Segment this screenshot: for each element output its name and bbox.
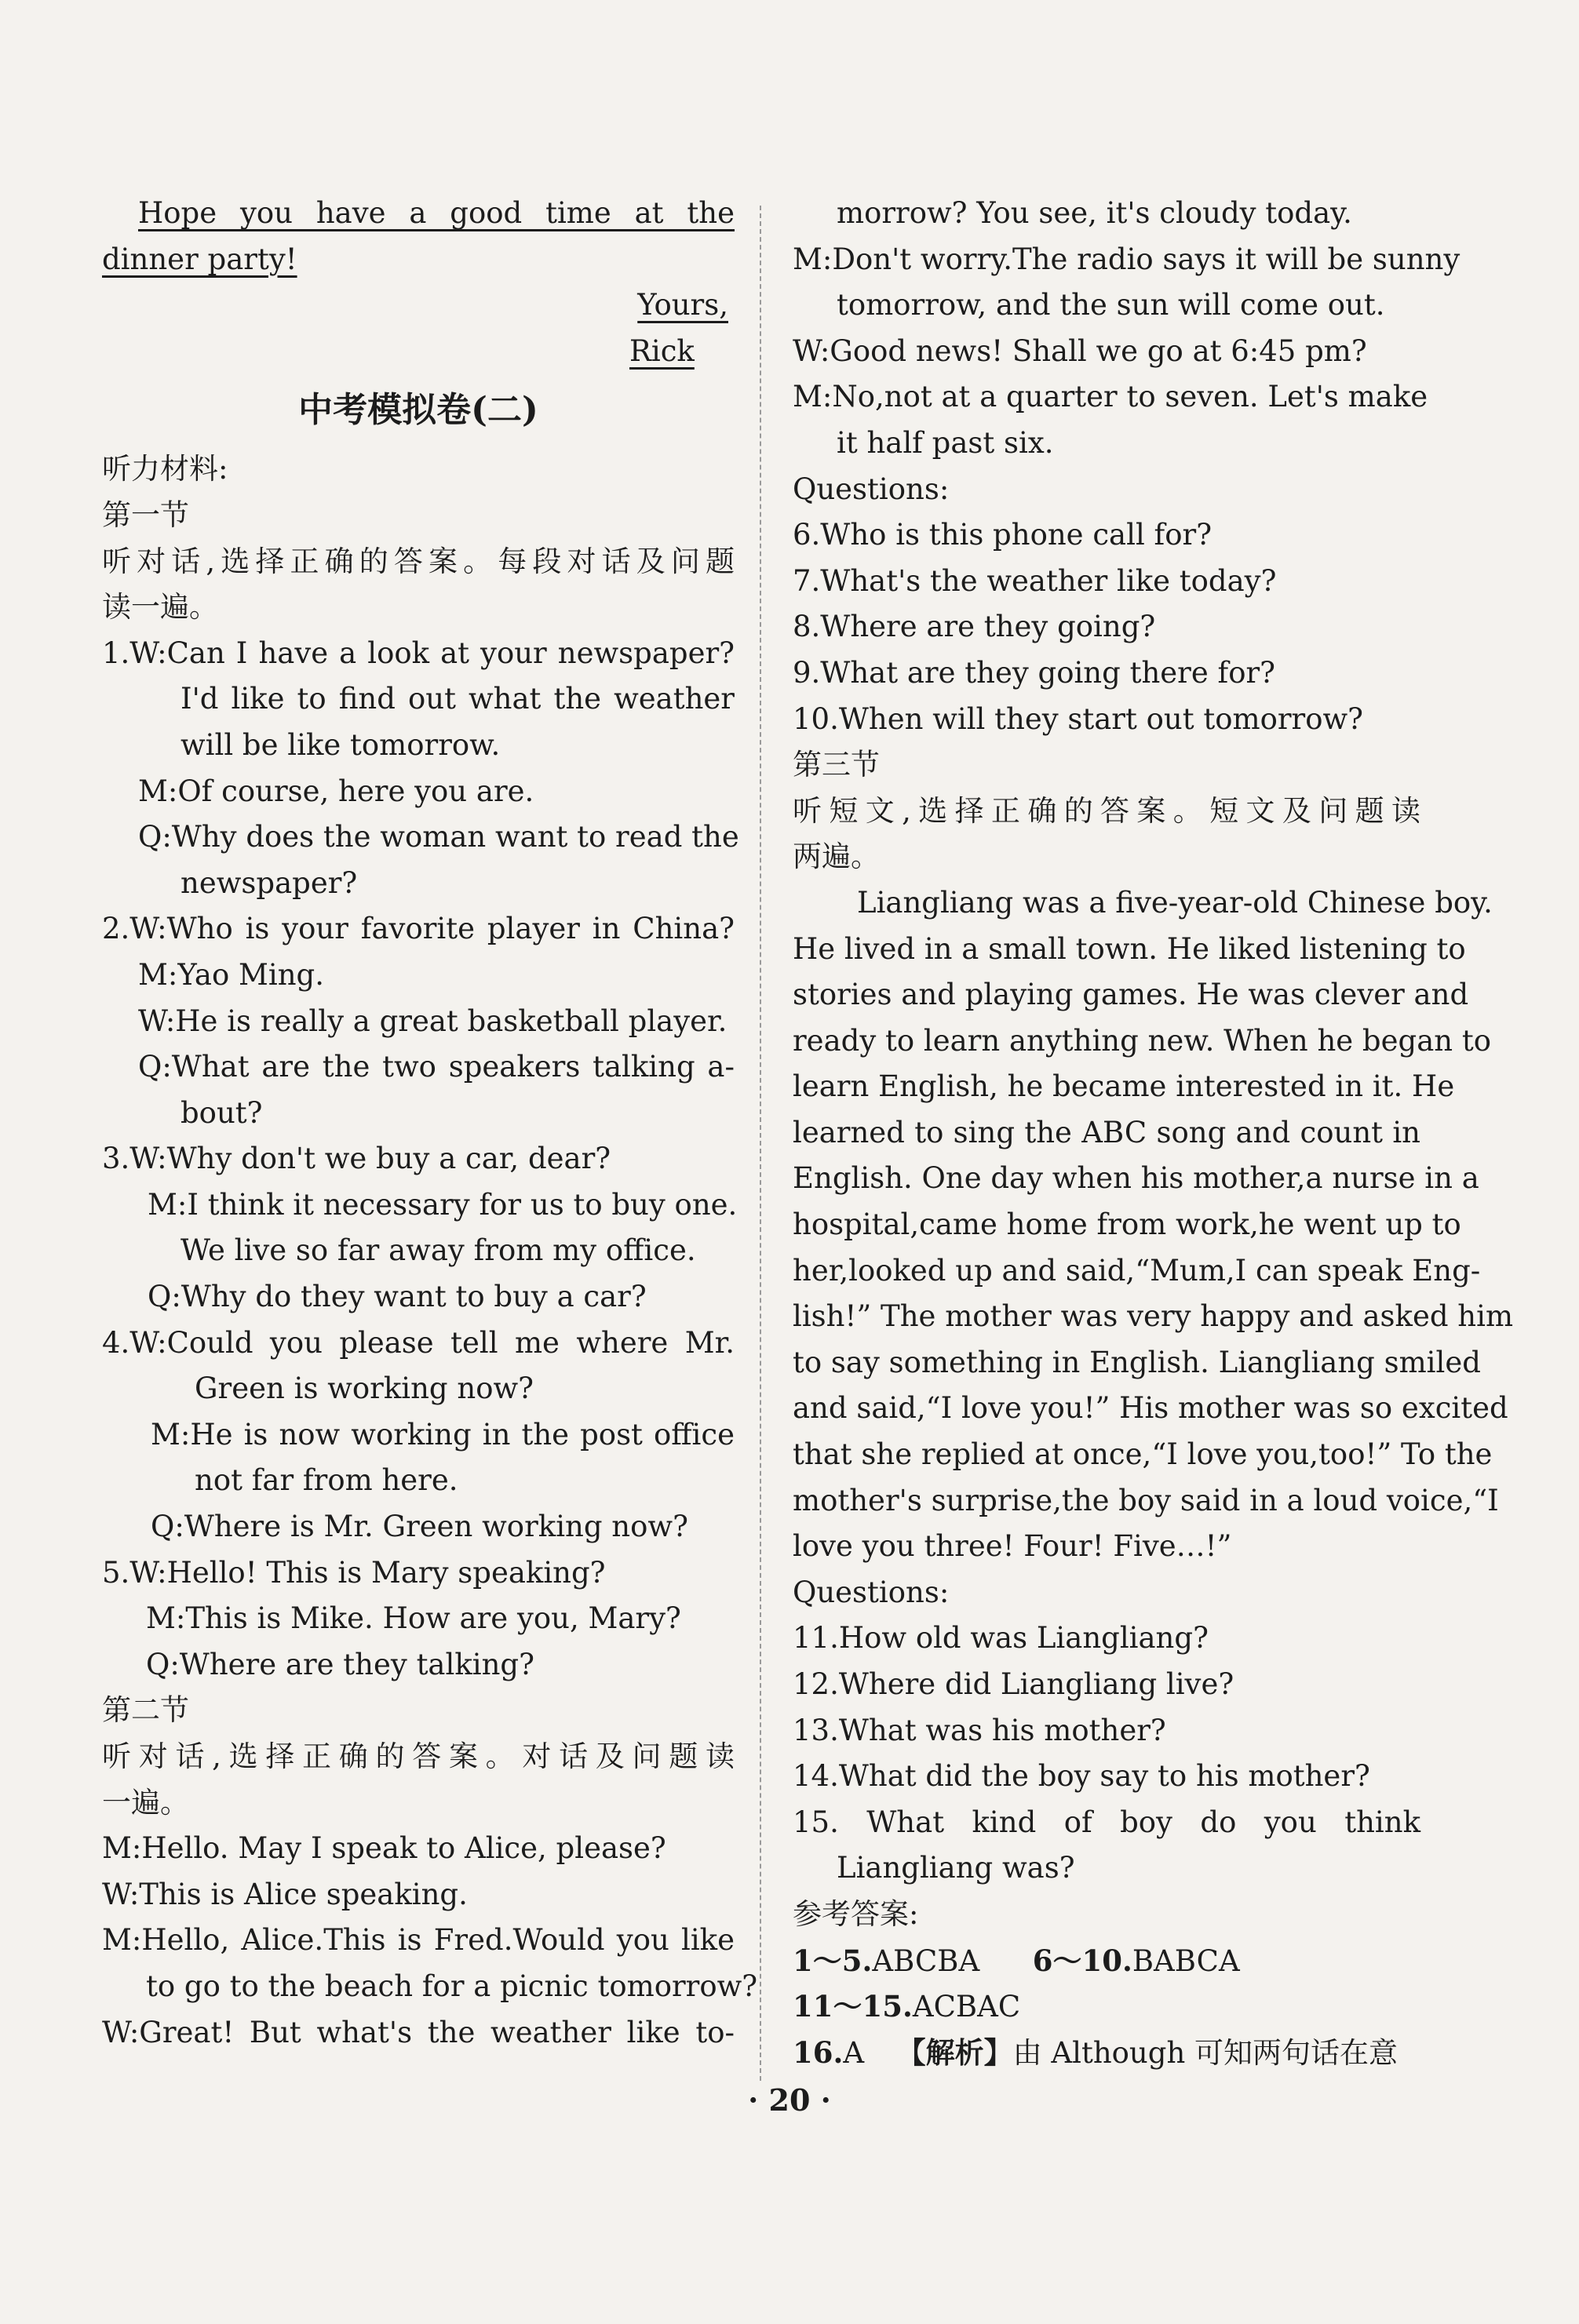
passage-line: He lived in a small town. He liked listening to xyxy=(793,931,1466,966)
analysis-tag: 【解析】 xyxy=(896,2034,1013,2070)
listening-label: 听力材料: xyxy=(102,452,228,486)
answer-line xyxy=(793,1938,1420,1984)
instruction: 听对话,选择正确的答案。对话及问题读 xyxy=(102,1739,735,1773)
instruction: 两遍。 xyxy=(793,840,880,874)
passage-line: learned to sing the ABC song and count in xyxy=(793,1115,1420,1149)
questions-label: Questions: xyxy=(793,472,950,506)
dialogue-line: M:Hello. May I speak to Alice, please? xyxy=(102,1831,666,1866)
question: 12.Where did Liangliang live? xyxy=(793,1667,1234,1701)
right-column xyxy=(793,191,1514,2075)
dialogue-line: M:Yao Ming. xyxy=(138,957,324,992)
passage-line: that she replied at once,“I love you,too!” To the xyxy=(793,1437,1493,1472)
answer-range: 11～15. xyxy=(793,1989,913,2024)
dialogue-line: Q:Why does the woman want to read the xyxy=(138,820,739,854)
dialogue-line: bout? xyxy=(181,1095,263,1130)
passage-line: her,looked up and said,“Mum,I can speak Eng- xyxy=(793,1253,1481,1288)
dialogue-line: M:Hello, Alice.This is Fred.Would you like xyxy=(102,1923,735,1958)
dialogue-line: morrow? You see, it's cloudy today. xyxy=(837,196,1352,230)
letter-signature: Rick xyxy=(629,333,695,368)
section-heading: 第三节 xyxy=(793,748,880,782)
dialogue-line: Q:What are the two speakers talking a- xyxy=(138,1050,735,1084)
answer-values: ACBAC xyxy=(912,1990,1021,2024)
dialogue-line: 4.W:Could you please tell me where Mr. xyxy=(102,1325,735,1360)
answer-number: 16. xyxy=(793,2034,844,2070)
answer-values: BABCA xyxy=(1132,1943,1240,1978)
question: 14.What did the boy say to his mother? xyxy=(793,1759,1370,1794)
answer-line xyxy=(793,1983,1420,2030)
dialogue-line: W:Good news! Shall we go at 6:45 pm? xyxy=(793,333,1367,368)
dialogue-line: 5.W:Hello! This is Mary speaking? xyxy=(102,1555,606,1590)
instruction: 听短文,选择正确的答案。短文及问题读 xyxy=(793,793,1420,828)
passage-line: love you three! Four! Five…!” xyxy=(793,1529,1232,1564)
dialogue-line: Q:Where are they talking? xyxy=(146,1647,534,1681)
instruction: 听对话,选择正确的答案。每段对话及问题 xyxy=(102,544,735,578)
passage-line: lish!” The mother was very happy and asked him xyxy=(793,1299,1514,1334)
dialogue-line: M:Of course, here you are. xyxy=(138,774,534,808)
passage-line: English. One day when his mother,a nurse in a xyxy=(793,1161,1479,1196)
exam-title: 中考模拟卷(二) xyxy=(298,390,538,431)
question: 15. What kind of boy do you think xyxy=(793,1805,1420,1839)
analysis-text: 由 Although 可知两句话在意 xyxy=(1012,2035,1398,2070)
dialogue-line: W:Great! But what's the weather like to- xyxy=(102,2015,735,2049)
answers-label: 参考答案: xyxy=(793,1896,919,1931)
section-heading: 第一节 xyxy=(102,497,189,532)
passage-line: Liangliang was a five-year-old Chinese boy. xyxy=(857,885,1493,920)
dialogue-line: newspaper? xyxy=(181,865,358,900)
question: Liangliang was? xyxy=(837,1851,1075,1885)
passage-line: to say something in English. Liangliang smiled xyxy=(793,1345,1481,1379)
passage-line: hospital,came home from work,he went up to xyxy=(793,1208,1461,1242)
question: 6.Who is this phone call for? xyxy=(793,518,1213,552)
passage-line: and said,“I love you!” His mother was so excited xyxy=(793,1391,1508,1426)
left-column xyxy=(102,191,758,2056)
answer-value: A xyxy=(843,2035,865,2070)
question: 13.What was his mother? xyxy=(793,1713,1166,1747)
dialogue-line: M:Don't worry.The radio says it will be sunny xyxy=(793,242,1460,276)
column-divider xyxy=(760,206,761,2081)
dialogue-line: W:He is really a great basketball player. xyxy=(138,1004,728,1038)
question: 11.How old was Liangliang? xyxy=(793,1621,1209,1656)
dialogue-line: 3.W:Why don't we buy a car, dear? xyxy=(102,1142,611,1176)
instruction: 读一遍。 xyxy=(102,590,218,625)
letter-closing: Yours, xyxy=(637,288,728,322)
dialogue-line: W:This is Alice speaking. xyxy=(102,1877,468,1911)
passage-line: stories and playing games. He was clever and xyxy=(793,978,1469,1012)
dialogue-line: Q:Why do they want to buy a car? xyxy=(148,1280,647,1314)
dialogue-line: 2.W:Who is your favorite player in China? xyxy=(102,912,735,946)
questions-label: Questions: xyxy=(793,1575,950,1609)
dialogue-line: tomorrow, and the sun will come out. xyxy=(837,288,1385,322)
passage-line: learn English, he became interested in it. He xyxy=(793,1069,1455,1104)
page-number: · 20 · xyxy=(748,2082,831,2118)
question: 8.Where are they going? xyxy=(793,610,1156,644)
dialogue-line: M:He is now working in the post office xyxy=(151,1417,735,1452)
dialogue-line: M:No,not at a quarter to seven. Let's make xyxy=(793,380,1428,414)
question: 7.What's the weather like today? xyxy=(793,563,1277,598)
dialogue-line: We live so far away from my office. xyxy=(181,1233,696,1268)
dialogue-line: will be like tomorrow. xyxy=(181,727,501,762)
passage-line: mother's surprise,the boy said in a loud voice,“I xyxy=(793,1483,1499,1517)
dialogue-line: M:I think it necessary for us to buy one. xyxy=(148,1187,738,1222)
dialogue-line: to go to the beach for a picnic tomorrow? xyxy=(146,1969,758,2003)
dialogue-line: I'd like to find out what the weather xyxy=(181,682,735,716)
dialogue-line: Q:Where is Mr. Green working now? xyxy=(151,1510,688,1544)
dialogue-line: Green is working now? xyxy=(195,1371,534,1406)
answer-range: 6～10. xyxy=(1032,1943,1132,1978)
dialogue-line: M:This is Mike. How are you, Mary? xyxy=(146,1601,681,1636)
dialogue-line: it half past six. xyxy=(837,425,1054,460)
question: 9.What are they going there for? xyxy=(793,655,1276,690)
section-heading: 第二节 xyxy=(102,1693,189,1728)
letter-line: Hope you have a good time at the xyxy=(138,196,735,230)
passage-line: ready to learn anything new. When he began to xyxy=(793,1023,1491,1058)
answer-line xyxy=(793,2030,1420,2076)
answer-values: ABCBA xyxy=(872,1943,980,1978)
dialogue-line: 1.W:Can I have a look at your newspaper? xyxy=(102,636,735,670)
answer-range: 1～5. xyxy=(793,1943,873,1978)
dialogue-line: not far from here. xyxy=(195,1463,458,1498)
instruction: 一遍。 xyxy=(102,1785,189,1819)
question: 10.When will they start out tomorrow? xyxy=(793,701,1364,736)
letter-line: dinner party! xyxy=(102,242,297,276)
